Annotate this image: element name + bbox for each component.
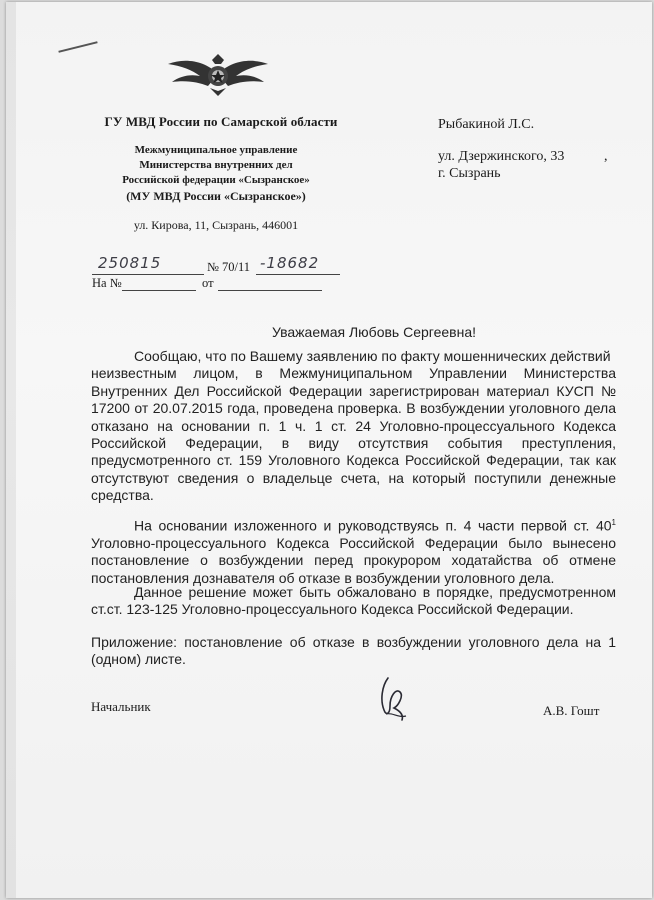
p1-line: средства. [91, 487, 154, 504]
p1-line: неизвестным лицом, в Межмуниципальном Управлении Министерства [91, 365, 616, 382]
na-field [122, 278, 196, 291]
reg-number-field [256, 254, 340, 275]
p3-line: ст.ст. 123-125 Уголовно-процессуального Кодекса Российской Федерации. [91, 601, 574, 618]
dept-line: Министерства внутренних дел [139, 159, 293, 171]
dept-line: Межмуниципальное управление [134, 144, 298, 156]
mvd-emblem-icon [166, 52, 270, 98]
p1-line: Внутренних Дел Российской Федерации зарегистрирован материал КУСП № [91, 382, 616, 399]
attachment [91, 634, 616, 669]
attachment-line: (одном) листе. [91, 651, 186, 668]
p1-line: Российской Федерации, в виду отсутствия события преступления, [91, 435, 616, 452]
reg-number-prefix: № 70/11 [207, 260, 251, 274]
ot-field [218, 278, 322, 291]
dept-block [106, 143, 326, 204]
p1-line: отказано на основании п. 1 ч. 1 ст. 24 Уголовно-процессуального Кодекса [91, 417, 616, 434]
dept-line: Российской федерации «Сызранское» [122, 174, 310, 186]
p3-line: Данное решение может быть обжаловано в порядке, предусмотренном [134, 584, 616, 600]
recipient-street-mark: , [604, 149, 608, 164]
paragraph-1 [91, 348, 616, 505]
signature-handwritten [376, 674, 412, 724]
org-title: ГУ МВД России по Самарской области [104, 114, 338, 129]
reg-number-handwritten: -18682 [260, 254, 320, 272]
p2-line: Уголовно-процессуального Кодекса Российской Федерации было вынесено [91, 535, 616, 552]
na-label: На № [92, 276, 122, 290]
dept-line: (МУ МВД России «Сызранское») [126, 189, 306, 203]
recipient-city: г. Сызрань [438, 166, 501, 181]
p1-line: отсутствуют сведения о владельце счета, на который поступили денежные [91, 469, 616, 486]
p2-superscript: 1 [611, 518, 616, 527]
paragraph-3 [91, 584, 616, 619]
recipient-street: ул. Дзержинского, 33 [438, 149, 565, 164]
scan-mark [58, 41, 97, 53]
signature-name: А.В. Гошт [543, 703, 600, 718]
letter-page [6, 2, 652, 898]
signature-position: Начальник [91, 699, 151, 714]
recipient-name: Рыбакиной Л.С. [438, 117, 535, 132]
ot-label: от [202, 276, 214, 290]
p1-line: 17200 от 20.07.2015 года, проведена проверка. В возбуждении уголовного дела [91, 400, 616, 417]
p2-line-1 [91, 514, 616, 535]
paragraph-2 [91, 514, 616, 587]
salutation: Уважаемая Любовь Сергеевна! [272, 324, 477, 340]
scan-shadow [6, 2, 16, 898]
p1-line: Сообщаю, что по Вашему заявлению по факту мошеннических действий [134, 348, 611, 364]
sender-address: ул. Кирова, 11, Сызрань, 446001 [133, 218, 299, 232]
p2-line-text: На основании изложенного и руководствуясь п. 4 части первой ст. 40 [134, 517, 612, 534]
attachment-line: Приложение: постановление об отказе в возбуждении уголовного дела на 1 [91, 634, 616, 650]
reg-date-field [92, 254, 204, 275]
p1-line: предусмотренного ст. 159 Уголовного Кодекса Российской Федерации, так как [91, 452, 616, 469]
p2-line: постановление о возбуждении перед прокурором ходатайства об отмене [91, 552, 616, 569]
p2-line: постановления дознавателя об отказе в возбуждении уголовного дела. [91, 569, 555, 586]
reg-date-handwritten: 250815 [98, 254, 162, 272]
